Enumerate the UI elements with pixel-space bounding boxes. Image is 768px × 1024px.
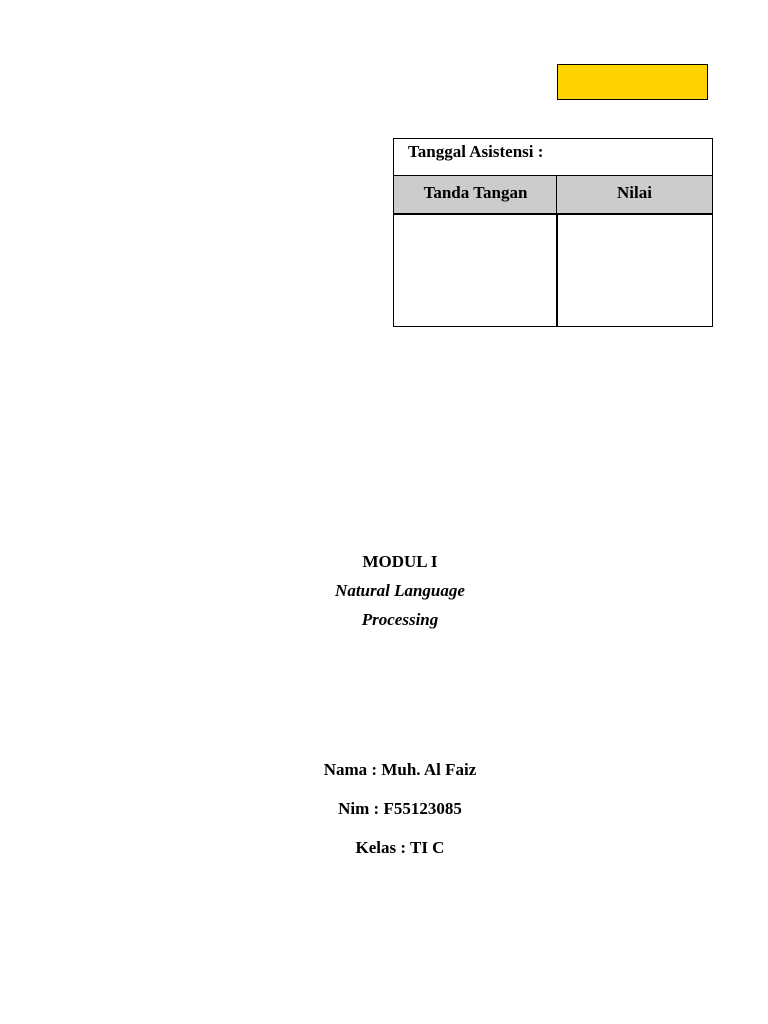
assistance-table <box>393 138 713 327</box>
student-class: Kelas : TI C <box>355 838 445 857</box>
student-nim: Nim : F55123085 <box>338 799 462 818</box>
module-subtitle-line1: Natural Language <box>335 581 465 600</box>
assistance-date-label: Tanggal Asistensi : <box>408 142 544 161</box>
signature-column-header: Tanda Tangan <box>393 175 558 215</box>
module-subtitle-line2: Processing <box>361 610 439 629</box>
score-column-header: Nilai <box>556 175 713 215</box>
module-title: MODUL I <box>362 552 438 571</box>
highlight-box <box>557 64 708 100</box>
student-name: Nama : Muh. Al Faiz <box>323 760 477 779</box>
score-cell <box>556 213 713 327</box>
assistance-date-row <box>393 138 713 177</box>
signature-cell <box>393 213 558 327</box>
